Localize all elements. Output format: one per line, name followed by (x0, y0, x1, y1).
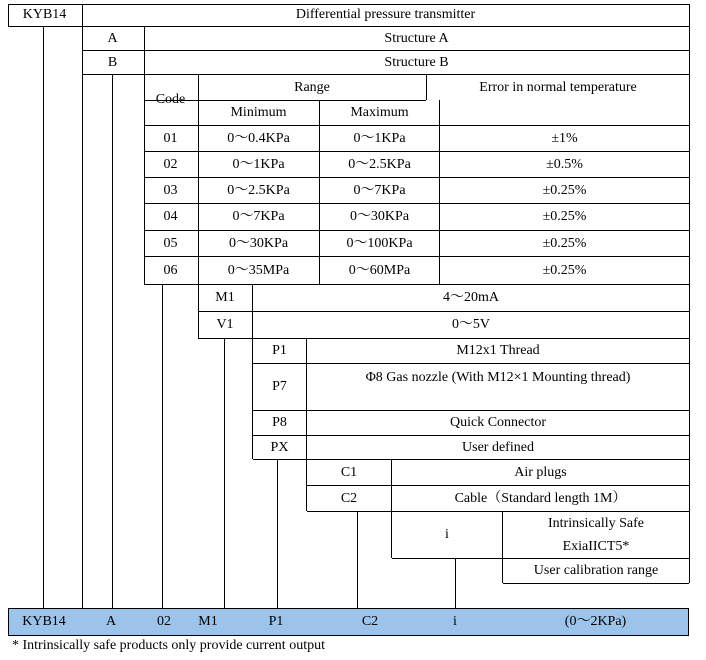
range-max: 0～2.5KPa (348, 156, 411, 172)
range-code: 02 (163, 156, 178, 172)
electrical-label: Cable（Standard length 1M） (454, 490, 627, 506)
option-intrinsic-line1: Intrinsically Safe (547, 515, 645, 531)
example-connection: P1 (268, 614, 284, 630)
connection-code: P8 (272, 415, 287, 431)
example-calibration: (0～2KPa) (564, 614, 627, 630)
range-max: 0～30KPa (349, 209, 410, 225)
connection-label: Quick Connector (449, 415, 547, 431)
range-min: 0～7KPa (232, 209, 285, 225)
output-label: 4～20mA (443, 290, 499, 306)
electrical-code: C1 (340, 464, 358, 480)
output-code: M1 (215, 290, 235, 306)
range-max: 0～60MPa (348, 262, 411, 278)
range-code: 03 (163, 182, 178, 198)
range-min: 0～35MPa (227, 262, 290, 278)
example-model: KYB14 (22, 614, 66, 630)
output-label: 0～5V (451, 317, 491, 333)
structure-code: A (107, 30, 118, 46)
range-header: Range (294, 79, 330, 95)
product-title: Differential pressure transmitter (295, 7, 476, 23)
structure-label: Structure B (384, 54, 449, 70)
range-code: 06 (163, 262, 178, 278)
range-error: ±0.25% (542, 182, 587, 198)
maximum-header: Maximum (350, 105, 409, 121)
range-max: 0～1KPa (353, 130, 406, 146)
range-min: 0～0.4KPa (227, 130, 290, 146)
connection-label: M12x1 Thread (456, 343, 540, 359)
range-error: ±0.25% (542, 262, 587, 278)
connection-code: PX (270, 439, 289, 455)
code-header: Code (155, 92, 186, 108)
range-min: 0～30KPa (228, 235, 289, 251)
example-structure: A (105, 614, 117, 630)
range-code: 01 (163, 130, 178, 146)
option-code: i (445, 527, 449, 543)
range-code: 04 (163, 209, 178, 225)
example-electrical: C2 (361, 614, 379, 630)
example-output: M1 (198, 614, 218, 630)
electrical-code: C2 (340, 490, 358, 506)
option-intrinsic-line2: ExiaIICT5* (562, 538, 630, 554)
minimum-header: Minimum (230, 105, 287, 121)
range-max: 0～7KPa (353, 182, 406, 198)
connection-code: P7 (272, 379, 287, 395)
structure-code: B (107, 54, 118, 70)
range-min: 0～2.5KPa (227, 182, 290, 198)
model-code: KYB14 (22, 7, 67, 23)
example-option: i (453, 614, 457, 630)
example-range: 02 (157, 614, 171, 630)
error-header: Error in normal temperature (479, 79, 637, 95)
option-calibration: User calibration range (533, 563, 659, 579)
connection-label: Φ8 Gas nozzle (With M12×1 Mounting thread) (365, 370, 631, 385)
electrical-label: Air plugs (514, 464, 567, 480)
structure-label: Structure A (384, 30, 449, 46)
connection-label: User defined (462, 439, 534, 455)
footnote: * Intrinsically safe products only provide current output (12, 638, 325, 653)
output-code: V1 (216, 317, 234, 333)
range-max: 0～100KPa (346, 235, 413, 251)
range-error: ±0.25% (542, 235, 587, 251)
range-min: 0～1KPa (232, 156, 285, 172)
range-error: ±0.5% (546, 156, 583, 172)
connection-code: P1 (272, 343, 287, 359)
range-error: ±0.25% (542, 209, 587, 225)
range-code: 05 (163, 235, 178, 251)
range-error: ±1% (551, 130, 578, 146)
